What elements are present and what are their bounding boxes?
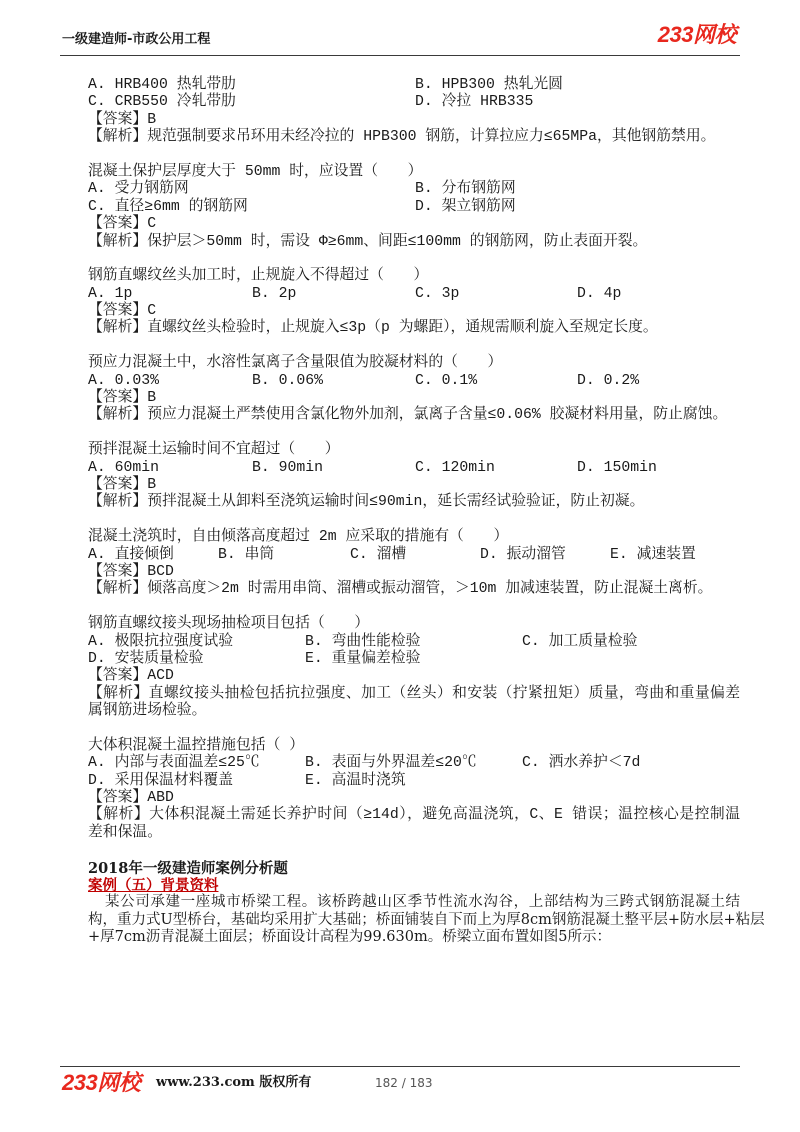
question-block (88, 268, 740, 338)
option-d: D. 采用保温材料覆盖 (88, 772, 234, 789)
option-d: D. 冷拉 HRB335 (415, 94, 534, 111)
option-a: A. 极限抗拉强度试验 (88, 633, 234, 650)
question-stem: 钢筋直螺纹接头现场抽检项目包括（ ） (88, 616, 370, 633)
case-heading (88, 877, 740, 894)
option-e: E. 重量偏差检验 (305, 650, 421, 667)
options-row (88, 547, 740, 564)
case-study-section (88, 859, 765, 947)
option-d: D. 4p (577, 285, 622, 302)
answer: 【答案】ACD (88, 668, 174, 685)
options-row (88, 94, 740, 111)
options-row (88, 286, 740, 303)
option-b: B. 2p (252, 285, 297, 302)
answer: 【答案】B (88, 476, 157, 493)
question-block (88, 355, 740, 425)
case-paragraph-line: +厚7cm沥青混凝土面层；桥面设计高程为99.630m。桥梁立面布置如图5所示： (88, 929, 611, 946)
footer-brand-logo: 233网校 (62, 1070, 141, 1095)
options-row (88, 181, 740, 198)
question-stem: 混凝土浇筑时，自由倾落高度超过 2m 应采取的措施有（ ） (88, 529, 509, 546)
option-a: A. 内部与表面温差≤25℃ (88, 755, 260, 772)
option-d: D. 架立钢筋网 (415, 198, 516, 215)
answer: 【答案】BCD (88, 563, 174, 580)
option-b: B. 90min (252, 459, 324, 476)
options-row (88, 634, 740, 651)
option-d: D. 0.2% (577, 372, 640, 389)
question-stem: 预应力混凝土中，水溶性氯离子含量限值为胶凝材料的（ ） (88, 355, 503, 372)
option-b: B. 表面与外界温差≤20℃ (305, 755, 477, 772)
header-divider (60, 55, 740, 56)
question-list (88, 77, 765, 947)
answer: 【答案】B (88, 111, 157, 128)
option-c: C. 溜槽 (350, 546, 407, 563)
answer: 【答案】C (88, 303, 157, 320)
option-b: B. 0.06% (252, 372, 324, 389)
question-block (88, 77, 740, 147)
option-b: B. 分布钢筋网 (415, 181, 516, 198)
case-paragraph-line: 某公司承建一座城市桥梁工程。该桥跨越山区季节性流水沟谷，上部结构为三跨式钢筋混凝土结 (105, 894, 740, 911)
options-row (88, 460, 740, 477)
options-row (88, 773, 740, 790)
analysis: 【解析】预应力混凝土严禁使用含氯化物外加剂，氯离子含量≤0.06% 胶凝材料用量，防止腐蚀。 (88, 407, 728, 424)
case-heading-label: 案例（五）背景资料 (88, 876, 219, 894)
question-block (88, 164, 740, 251)
option-d: D. 安装质量检验 (88, 650, 204, 667)
analysis: 【解析】大体积混凝土需延长养护时间（≥14d），避免高温浇筑，C、E 错误；温控核心是控制温 (88, 807, 740, 824)
analysis-continued: 属钢筋进场检验。 (88, 703, 207, 720)
answer: 【答案】C (88, 216, 157, 233)
question-block (88, 529, 740, 599)
question-stem: 大体积混凝土温控措施包括（ ） (88, 737, 305, 754)
option-c: C. 0.1% (415, 372, 478, 389)
options-row (88, 77, 740, 94)
option-c: C. CRB550 冷轧带肋 (88, 94, 236, 111)
answer: 【答案】ABD (88, 790, 174, 807)
option-b: B. 串筒 (218, 546, 275, 563)
option-a: A. 直接倾倒 (88, 546, 174, 563)
footer-copyright: www.233.com 版权所有 (156, 1075, 312, 1090)
analysis: 【解析】规范强制要求吊环用未经冷拉的 HPB300 钢筋，计算拉应力≤65MPa，其他钢筋禁用。 (88, 129, 716, 146)
option-c: C. 洒水养护＜7d (522, 755, 641, 772)
analysis: 【解析】倾落高度＞2m 时需用串筒、溜槽或振动溜管，＞10m 加减速装置，防止混凝土离析。 (88, 581, 713, 598)
option-b: B. HPB300 热轧光圆 (415, 77, 563, 93)
option-c: C. 加工质量检验 (522, 633, 638, 650)
option-a: A. HRB400 热轧带肋 (88, 77, 236, 93)
case-section-title: 2018年一级建造师案例分析题 (88, 859, 288, 877)
options-row (88, 651, 740, 668)
option-c: C. 直径≥6mm 的钢筋网 (88, 198, 248, 215)
question-block (88, 442, 740, 512)
option-b: B. 弯曲性能检验 (305, 633, 421, 650)
option-e: E. 高温时浇筑 (305, 772, 406, 789)
options-row (88, 755, 740, 772)
option-c: C. 3p (415, 285, 460, 302)
footer-divider (60, 1066, 740, 1067)
option-a: A. 受力钢筋网 (88, 181, 189, 198)
option-e: E. 减速装置 (610, 546, 696, 563)
analysis-continued: 差和保温。 (88, 824, 162, 841)
header-title: 一级建造师-市政公用工程 (62, 32, 211, 47)
header-brand-logo: 233网校 (657, 22, 736, 47)
option-d: D. 150min (577, 459, 657, 476)
analysis: 【解析】保护层＞50mm 时，需设 Φ≥6mm、间距≤100mm 的钢筋网，防止表面开裂。 (88, 233, 648, 250)
option-a: A. 0.03% (88, 372, 160, 389)
case-paragraph-line: 构，重力式U型桥台，基础均采用扩大基础；桥面铺装自下而上为厚8cm钢筋混凝土整平层+防水层+粘层 (88, 911, 765, 928)
question-block (88, 738, 740, 842)
analysis: 【解析】直螺纹接头抽检包括抗拉强度、加工（丝头）和安装（拧紧扭矩）质量，弯曲和重量偏差 (88, 685, 740, 702)
option-d: D. 振动溜管 (480, 546, 566, 563)
question-stem: 预拌混凝土运输时间不宜超过（ ） (88, 442, 340, 459)
analysis: 【解析】直螺纹丝头检验时，止规旋入≤3p（p 为螺距），通规需顺利旋入至规定长度。 (88, 320, 658, 337)
options-row (88, 373, 740, 390)
question-block (88, 616, 740, 720)
question-stem: 钢筋直螺纹丝头加工时，止规旋入不得超过（ ） (88, 268, 429, 285)
analysis: 【解析】预拌混凝土从卸料至浇筑运输时间≤90min，延长需经试验验证，防止初凝。 (88, 494, 645, 511)
page-number: 182 / 183 (375, 1076, 433, 1090)
answer: 【答案】B (88, 390, 157, 407)
option-a: A. 1p (88, 285, 133, 302)
option-a: A. 60min (88, 459, 160, 476)
option-c: C. 120min (415, 459, 495, 476)
options-row (88, 199, 740, 216)
question-stem: 混凝土保护层厚度大于 50mm 时，应设置（ ） (88, 163, 423, 180)
